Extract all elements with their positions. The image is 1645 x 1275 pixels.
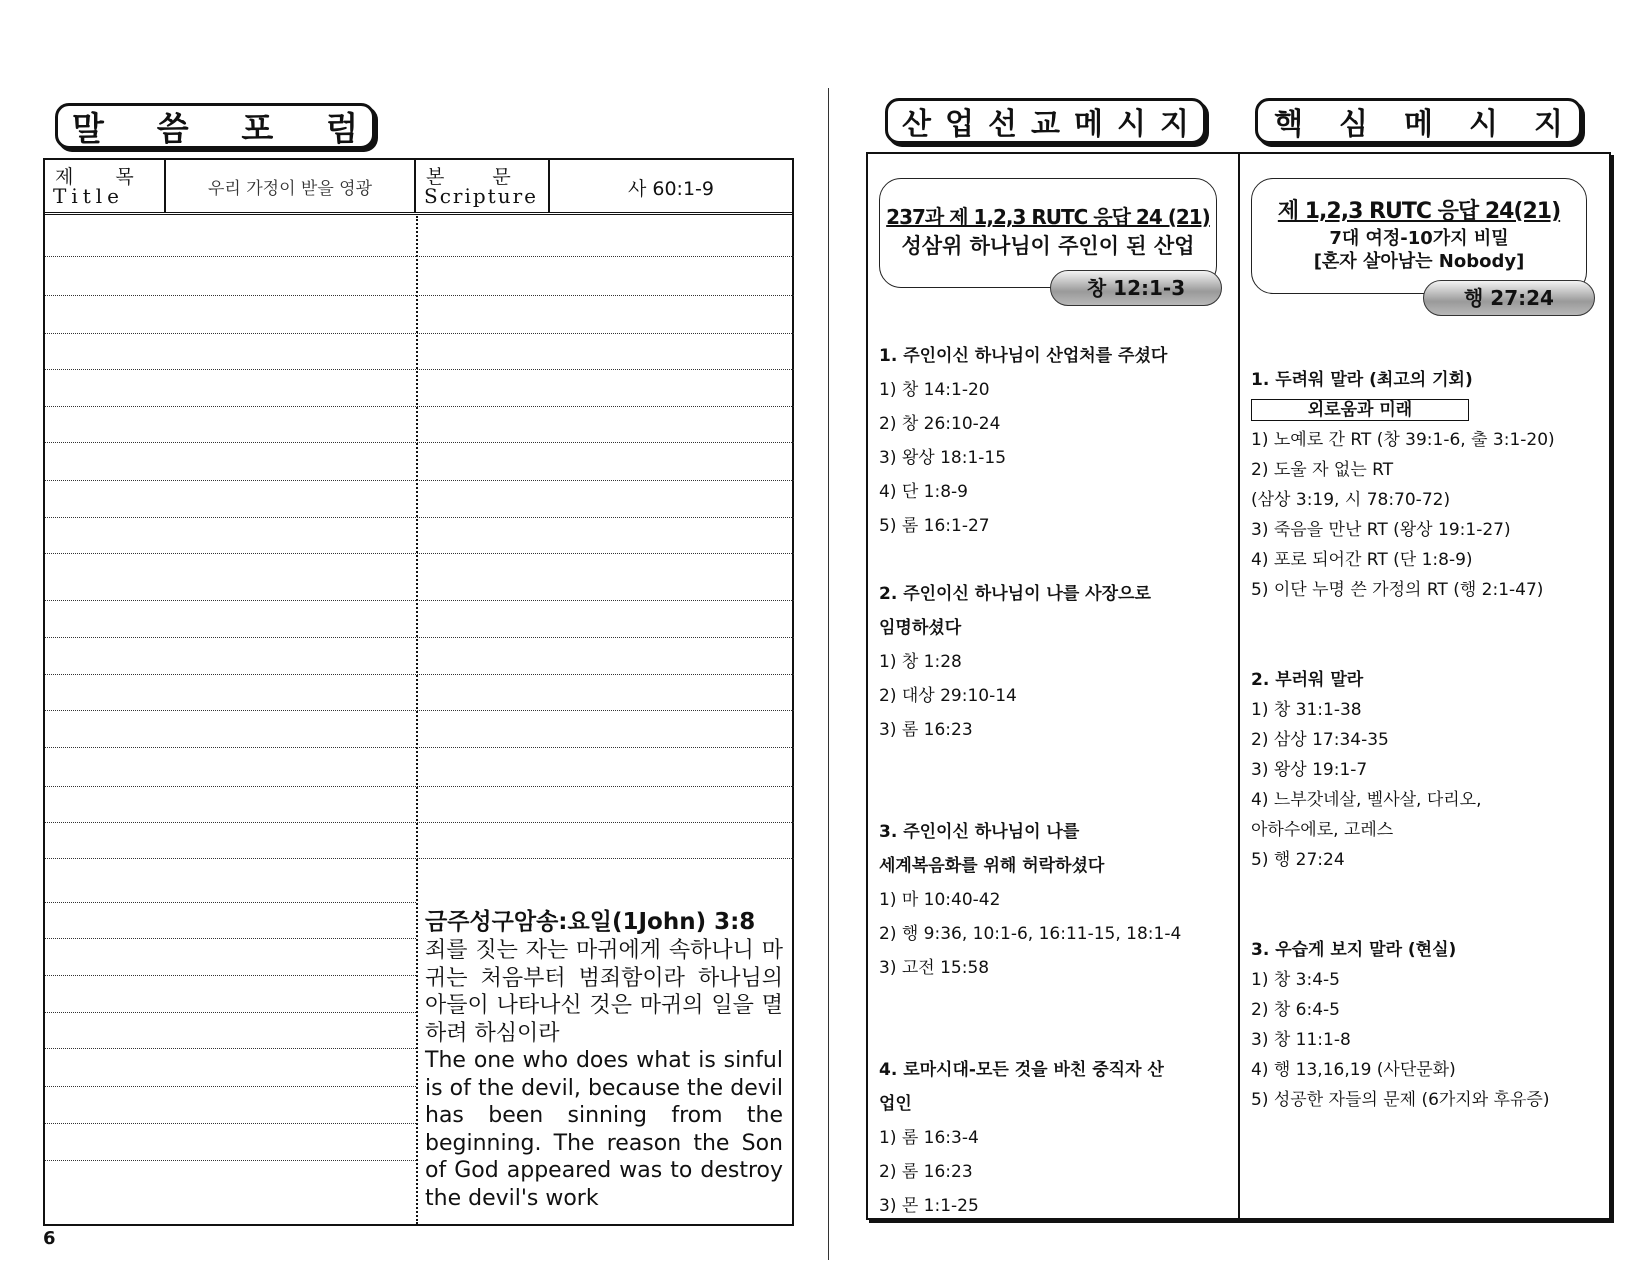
core-section1-tag: 외로움과 미래 [1251,399,1469,421]
message-heading-line: 3. 주인이신 하나님이 나를 [879,822,1080,842]
ruled-line [45,1123,416,1124]
industrial-verse-pill: 창 12:1-3 [1050,270,1222,306]
core-message-title-box [1255,98,1582,144]
column-divider [416,216,418,1224]
ruled-line [417,295,794,296]
memory-verse-heading: 금주성구암송:요일(1John) 3:8 [425,909,756,935]
message-line: 4) 포로 되어간 RT (단 1:8-9) [1251,550,1473,570]
message-heading-line: 업인 [879,1094,912,1114]
message-line [879,543,1234,577]
message-heading-line: 임명하셨다 [879,618,962,638]
title-label-ko: 제 목 [55,166,144,188]
industrial-title-char: 메 [1074,107,1103,142]
ruled-line [417,517,794,518]
ruled-line [45,975,416,976]
ruled-line [417,786,794,787]
message-line [879,747,1234,781]
message-column-divider [1238,154,1240,1218]
ruled-line [45,600,416,601]
ruled-line [417,858,794,859]
message-line: 3) 창 11:1-8 [1251,1030,1351,1050]
title-value-cell[interactable] [166,160,416,212]
title-label-en: Title [53,184,125,208]
sermon-title-value: 우리 가정이 받을 영광 [207,179,372,199]
industrial-bubble-line2: 성삼위 하나님이 주인이 된 산업 [901,234,1195,258]
message-line: 5) 롬 16:1-27 [879,516,990,536]
ruled-line [45,553,416,554]
forum-title-char: 씀 [156,108,189,148]
message-line: 5) 행 27:24 [1251,850,1345,870]
ruled-line [45,517,416,518]
message-heading-line: 3. 우습게 보지 말라 (현실) [1251,940,1457,960]
message-line [879,985,1234,1019]
ruled-line [45,902,416,903]
forum-title-box [55,103,375,149]
ruled-line [417,822,794,823]
ruled-line [45,1048,416,1049]
message-line: 4) 단 1:8-9 [879,482,968,502]
ruled-line [417,369,794,370]
message-heading-line: 세계복음화를 위해 허락하셨다 [879,856,1105,876]
ruled-line [45,822,416,823]
industrial-title-char: 지 [1160,107,1189,142]
core-bubble-line3: [혼자 살아남는 Nobody] [1313,251,1525,272]
industrial-title-char: 업 [945,107,974,142]
message-heading-line: 2. 부러워 말라 [1251,670,1364,690]
ruled-line [45,333,416,334]
core-title-char: 지 [1534,107,1563,142]
message-line: 1) 롬 16:3-4 [879,1128,979,1148]
scripture-value-cell[interactable] [550,160,792,212]
message-line [1251,605,1603,635]
ruled-line [417,710,794,711]
message-line: 1) 창 3:4-5 [1251,970,1340,990]
message-line: 4) 행 13,16,19 (사단문화) [1251,1060,1456,1080]
core-section1-tag-row [1251,395,1603,425]
industrial-title-char: 시 [1117,107,1146,142]
message-line [1251,905,1603,935]
message-line: 2) 롬 16:23 [879,1162,973,1182]
ruled-line [45,295,416,296]
message-line: 2) 삼상 17:34-35 [1251,730,1389,750]
message-line [879,1019,1234,1053]
message-line: 4) 느부갓네살, 벨사살, 다리오, [1251,790,1482,810]
message-line: 2) 행 9:36, 10:1-6, 16:11-15, 18:1-4 [879,924,1182,944]
core-bubble-line1: 제 1,2,3 RUTC 응답 24(21) [1277,199,1561,224]
ruled-line [45,480,416,481]
industrial-mission-title-box [885,98,1206,144]
ruled-line [45,710,416,711]
memory-verse-korean: 죄를 짓는 자는 마귀에게 속하나니 마귀는 처음부터 범죄함이라 하나님의 아들이 나타나신 것은 마귀의 일을 멸하려 하심이라 [425,938,783,1046]
message-line: 1) 창 14:1-20 [879,380,990,400]
ruled-line [417,553,794,554]
core-title-bubble [1251,178,1587,294]
message-line: 1) 마 10:40-42 [879,890,1001,910]
ruled-line [417,406,794,407]
memory-verse-block [425,907,783,1212]
scripture-label-ko: 본 문 [426,166,523,188]
industrial-bubble-line1: 237과 제 1,2,3 RUTC 응답 24 (21) [886,205,1210,229]
header-divider [45,212,792,215]
ruled-line [417,480,794,481]
message-line: 1) 창 31:1-38 [1251,700,1362,720]
message-line: 2) 창 6:4-5 [1251,1000,1340,1020]
ruled-line [45,256,416,257]
message-line: 3) 고전 15:58 [879,958,990,978]
message-heading-line: 1. 주인이신 하나님이 산업처를 주셨다 [879,346,1168,366]
message-line: 1) 노예로 간 RT (창 39:1-6, 출 3:1-20) [1251,430,1555,450]
message-line: 2) 대상 29:10-14 [879,686,1017,706]
memory-verse-english: The one who does what is sinful is of the devil, because the devil has been sinning from the beginning. The reason the Son of God appeared was to destroy the devil's work [425,1048,783,1211]
message-line: 3) 죽음을 만난 RT (왕상 19:1-27) [1251,520,1511,540]
ruled-line [45,1012,416,1013]
ruled-line [45,637,416,638]
scripture-label-en: Scripture [424,184,538,208]
core-title-char: 핵 [1274,107,1303,142]
ruled-line [45,406,416,407]
ruled-line [417,333,794,334]
ruled-line [417,637,794,638]
message-line: 3) 왕상 19:1-7 [1251,760,1368,780]
title-label-cell [45,160,166,212]
forum-title-char: 포 [241,108,274,148]
ruled-line [45,938,416,939]
ruled-line [417,747,794,748]
ruled-line [417,600,794,601]
core-bubble-line2: 7대 여정-10가지 비밀 [1329,228,1509,249]
industrial-message-text [879,339,1234,1223]
ruled-line [417,442,794,443]
core-title-char: 시 [1469,107,1498,142]
ruled-line [45,1086,416,1087]
scripture-label-cell [416,160,550,212]
message-line: 5) 이단 누명 쓴 가정의 RT (행 2:1-47) [1251,580,1544,600]
page-number: 6 [43,1228,56,1249]
core-section1-heading: 1. 두려워 말라 (최고의 기회) [1251,370,1473,390]
ruled-line [45,369,416,370]
core-verse-pill: 행 27:24 [1423,280,1595,316]
message-line: 3) 몬 1:1-25 [879,1196,979,1216]
message-line: 1) 창 1:28 [879,652,962,672]
ruled-line [45,442,416,443]
ruled-line [45,858,416,859]
ruled-line [45,674,416,675]
core-title-char: 메 [1404,107,1433,142]
ruled-line [45,747,416,748]
message-line: 5) 성공한 자들의 문제 (6가지와 후유증) [1251,1090,1550,1110]
industrial-title-char: 선 [988,107,1017,142]
core-title-char: 심 [1339,107,1368,142]
message-heading-line: 2. 주인이신 하나님이 나를 사장으로 [879,584,1151,604]
core-message-text [1251,365,1603,1115]
core-lines [1251,425,1603,1115]
industrial-title-char: 교 [1031,107,1060,142]
message-line: 3) 왕상 18:1-15 [879,448,1007,468]
message-line: 아하수에로, 고레스 [1251,820,1394,840]
ruled-line [417,256,794,257]
ruled-line [417,674,794,675]
scripture-value: 사 60:1-9 [627,178,714,200]
message-line [1251,875,1603,905]
industrial-title-char: 산 [902,107,931,142]
message-line [1251,635,1603,665]
message-line: (삼상 3:19, 시 78:70-72) [1251,490,1451,510]
page-gutter-line [828,88,829,1260]
message-heading-line: 4. 로마시대-모든 것을 바친 중직자 산 [879,1060,1164,1080]
message-line: 2) 창 26:10-24 [879,414,1001,434]
ruled-line [45,786,416,787]
forum-title-char: 럼 [326,108,358,148]
message-line [879,781,1234,815]
message-line: 2) 도울 자 없는 RT [1251,460,1394,480]
message-line: 3) 롬 16:23 [879,720,973,740]
ruled-line [45,1160,416,1161]
forum-title-char: 말 [72,108,104,148]
